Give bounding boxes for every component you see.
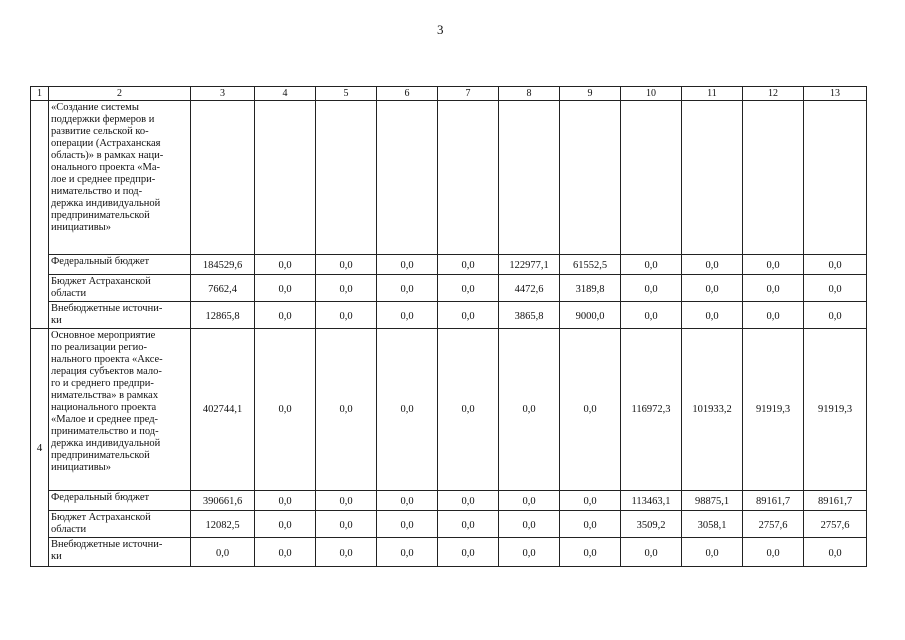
value-cell: 0,0 — [621, 538, 682, 567]
value-cell: 3058,1 — [682, 511, 743, 538]
value-cell — [560, 101, 621, 255]
value-cell: 0,0 — [316, 538, 377, 567]
value-cell: 0,0 — [377, 255, 438, 275]
value-cell: 0,0 — [255, 329, 316, 491]
event-title-cell: «Создание системы поддержки фермеров и развитие сельской ко- операции (Астраханская область)» в рамках наци- онального проекта «Ма- лое и среднее предпри- нимательство и под- держка индивидуальной предпринимательской инициативы» — [49, 101, 191, 255]
funding-source-label: Бюджет Астраханской области — [49, 275, 191, 302]
value-cell: 0,0 — [682, 302, 743, 329]
value-cell: 0,0 — [621, 302, 682, 329]
value-cell — [438, 101, 499, 255]
value-cell: 0,0 — [743, 275, 804, 302]
value-cell: 0,0 — [743, 255, 804, 275]
value-cell: 0,0 — [743, 302, 804, 329]
table-row — [31, 538, 867, 567]
value-cell: 0,0 — [377, 275, 438, 302]
value-cell — [621, 101, 682, 255]
table-row — [31, 302, 867, 329]
header-cell: 1 — [31, 87, 49, 101]
value-cell: 0,0 — [316, 511, 377, 538]
row-number-cell: 4 — [31, 329, 49, 567]
value-cell: 3865,8 — [499, 302, 560, 329]
header-cell: 7 — [438, 87, 499, 101]
value-cell: 0,0 — [255, 538, 316, 567]
value-cell: 0,0 — [560, 491, 621, 511]
value-cell: 0,0 — [621, 255, 682, 275]
value-cell: 12082,5 — [191, 511, 255, 538]
funding-source-label: Федеральный бюджет — [49, 255, 191, 275]
header-cell: 10 — [621, 87, 682, 101]
value-cell: 89161,7 — [804, 491, 867, 511]
value-cell: 0,0 — [255, 511, 316, 538]
value-cell — [255, 101, 316, 255]
header-cell: 6 — [377, 87, 438, 101]
header-cell: 3 — [191, 87, 255, 101]
header-cell: 2 — [49, 87, 191, 101]
value-cell — [743, 101, 804, 255]
value-cell: 4472,6 — [499, 275, 560, 302]
table-row — [31, 491, 867, 511]
funding-source-label: Бюджет Астраханской области — [49, 511, 191, 538]
value-cell: 3189,8 — [560, 275, 621, 302]
value-cell: 0,0 — [377, 511, 438, 538]
value-cell: 0,0 — [191, 538, 255, 567]
value-cell: 91919,3 — [804, 329, 867, 491]
value-cell: 0,0 — [316, 491, 377, 511]
value-cell: 0,0 — [377, 538, 438, 567]
value-cell — [316, 101, 377, 255]
table-row — [31, 329, 867, 491]
header-cell: 5 — [316, 87, 377, 101]
value-cell: 0,0 — [316, 329, 377, 491]
value-cell: 0,0 — [682, 275, 743, 302]
value-cell: 0,0 — [804, 275, 867, 302]
value-cell: 0,0 — [316, 302, 377, 329]
value-cell: 0,0 — [438, 255, 499, 275]
value-cell: 0,0 — [560, 329, 621, 491]
value-cell: 7662,4 — [191, 275, 255, 302]
value-cell: 0,0 — [255, 275, 316, 302]
value-cell: 0,0 — [255, 302, 316, 329]
header-cell: 8 — [499, 87, 560, 101]
value-cell: 2757,6 — [804, 511, 867, 538]
value-cell: 0,0 — [804, 255, 867, 275]
value-cell: 0,0 — [316, 255, 377, 275]
value-cell: 9000,0 — [560, 302, 621, 329]
value-cell — [191, 101, 255, 255]
value-cell: 0,0 — [621, 275, 682, 302]
page-number: 3 — [437, 22, 444, 37]
value-cell: 101933,2 — [682, 329, 743, 491]
funding-source-label: Внебюджетные источни- ки — [49, 302, 191, 329]
value-cell: 0,0 — [804, 538, 867, 567]
funding-source-label: Федеральный бюджет — [49, 491, 191, 511]
value-cell: 0,0 — [438, 275, 499, 302]
funding-source-label: Внебюджетные источни- ки — [49, 538, 191, 567]
header-cell: 13 — [804, 87, 867, 101]
value-cell — [804, 101, 867, 255]
value-cell: 0,0 — [499, 491, 560, 511]
value-cell: 116972,3 — [621, 329, 682, 491]
value-cell: 91919,3 — [743, 329, 804, 491]
value-cell: 0,0 — [499, 511, 560, 538]
value-cell: 0,0 — [438, 538, 499, 567]
table-row — [31, 511, 867, 538]
value-cell: 0,0 — [560, 538, 621, 567]
value-cell: 390661,6 — [191, 491, 255, 511]
value-cell: 61552,5 — [560, 255, 621, 275]
value-cell: 12865,8 — [191, 302, 255, 329]
header-cell: 12 — [743, 87, 804, 101]
header-cell: 4 — [255, 87, 316, 101]
value-cell: 0,0 — [560, 511, 621, 538]
table-row — [31, 101, 867, 255]
value-cell — [682, 101, 743, 255]
value-cell: 2757,6 — [743, 511, 804, 538]
value-cell: 113463,1 — [621, 491, 682, 511]
value-cell: 0,0 — [743, 538, 804, 567]
value-cell: 402744,1 — [191, 329, 255, 491]
value-cell: 0,0 — [438, 491, 499, 511]
value-cell: 184529,6 — [191, 255, 255, 275]
value-cell: 0,0 — [255, 491, 316, 511]
value-cell: 0,0 — [377, 491, 438, 511]
budget-table — [30, 86, 867, 567]
value-cell: 0,0 — [438, 302, 499, 329]
value-cell: 89161,7 — [743, 491, 804, 511]
value-cell: 0,0 — [316, 275, 377, 302]
header-cell: 11 — [682, 87, 743, 101]
value-cell: 0,0 — [438, 511, 499, 538]
header-cell: 9 — [560, 87, 621, 101]
table-row — [31, 275, 867, 302]
table-row — [31, 255, 867, 275]
value-cell: 98875,1 — [682, 491, 743, 511]
event-title-cell: Основное мероприятие по реализации регио- нального проекта «Аксе- лерация субъектов мало- го и среднего предпри- нимательства» в рамках национального проекта «Малое и среднее пред- принимательство и под- держка индивидуальной предпринимательской инициативы» — [49, 329, 191, 491]
value-cell: 0,0 — [377, 329, 438, 491]
header-row — [31, 87, 867, 101]
value-cell: 0,0 — [682, 538, 743, 567]
value-cell: 3509,2 — [621, 511, 682, 538]
value-cell — [499, 101, 560, 255]
value-cell: 0,0 — [499, 329, 560, 491]
value-cell: 0,0 — [255, 255, 316, 275]
value-cell: 122977,1 — [499, 255, 560, 275]
value-cell: 0,0 — [377, 302, 438, 329]
value-cell — [377, 101, 438, 255]
value-cell: 0,0 — [804, 302, 867, 329]
value-cell: 0,0 — [438, 329, 499, 491]
value-cell: 0,0 — [682, 255, 743, 275]
value-cell: 0,0 — [499, 538, 560, 567]
row-number-cell — [31, 101, 49, 329]
